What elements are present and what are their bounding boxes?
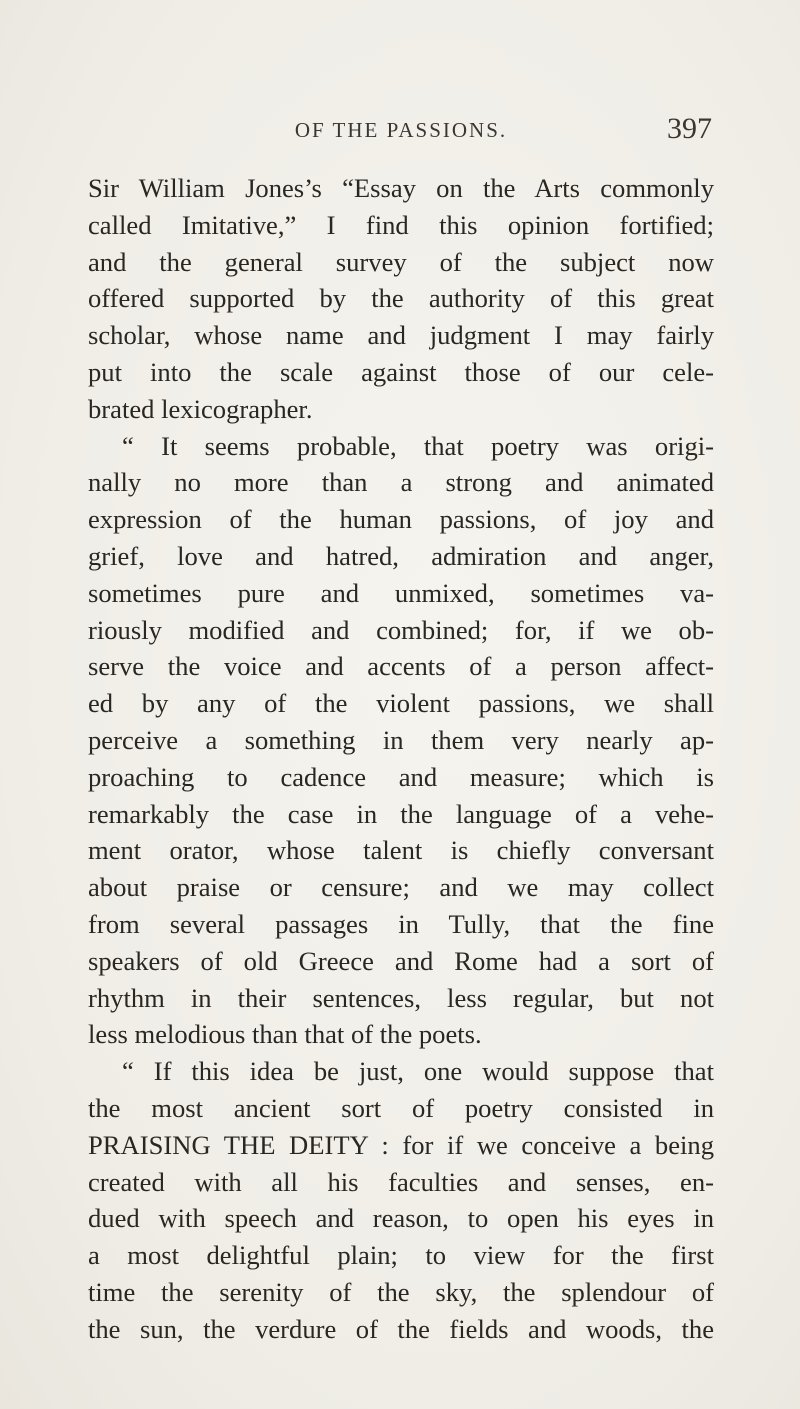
- text-line: ed by any of the violent passions, we shall: [88, 688, 714, 719]
- body-text: [88, 170, 714, 1348]
- text-line: sometimes pure and unmixed, sometimes va-: [88, 577, 714, 608]
- text-line: the sun, the verdure of the fields and woods, the: [88, 1313, 714, 1344]
- running-head: [90, 112, 712, 152]
- page-number: 397: [667, 112, 712, 145]
- text-line: “ It seems probable, that poetry was origi-: [122, 430, 714, 461]
- text-line: scholar, whose name and judgment I may fairly: [88, 320, 714, 351]
- text-line: rhythm in their sentences, less regular, but not: [88, 982, 714, 1013]
- text-line: offered supported by the authority of this great: [88, 283, 714, 314]
- text-line: about praise or censure; and we may collect: [88, 872, 714, 903]
- text-line: perceive a something in them very nearly ap-: [88, 724, 714, 755]
- running-title: OF THE PASSIONS.: [294, 118, 508, 142]
- text-line: remarkably the case in the language of a vehe-: [88, 798, 714, 829]
- text-line: serve the voice and accents of a person affect-: [88, 651, 714, 682]
- text-line: grief, love and hatred, admiration and anger,: [88, 540, 714, 571]
- text-line: brated lexicographer.: [88, 393, 313, 424]
- text-line: time the serenity of the sky, the splendour of: [88, 1276, 714, 1307]
- text-line: called Imitative,” I find this opinion fortified;: [88, 209, 714, 240]
- text-line: ment orator, whose talent is chiefly conversant: [88, 835, 714, 866]
- text-line: from several passages in Tully, that the fine: [88, 908, 714, 939]
- text-line: and the general survey of the subject now: [88, 246, 714, 277]
- text-line: less melodious than that of the poets.: [88, 1019, 482, 1050]
- text-line: proaching to cadence and measure; which is: [88, 761, 714, 792]
- text-line: a most delightful plain; to view for the first: [88, 1240, 714, 1271]
- text-line: dued with speech and reason, to open his eyes in: [88, 1203, 714, 1234]
- text-line: speakers of old Greece and Rome had a sort of: [88, 945, 714, 976]
- text-line: “ If this idea be just, one would suppose that: [122, 1056, 714, 1087]
- text-line: nally no more than a strong and animated: [88, 467, 714, 498]
- text-line: put into the scale against those of our cele-: [88, 356, 714, 387]
- text-line: expression of the human passions, of joy and: [88, 504, 714, 535]
- text-line: Sir William Jones’s “Essay on the Arts commonly: [88, 173, 714, 203]
- text-line: the most ancient sort of poetry consisted in: [88, 1092, 714, 1123]
- text-line: riously modified and combined; for, if we ob-: [88, 614, 714, 645]
- text-line: created with all his faculties and senses, en-: [88, 1166, 714, 1197]
- text-line: PRAISING THE DEITY : for if we conceive a being: [88, 1129, 714, 1160]
